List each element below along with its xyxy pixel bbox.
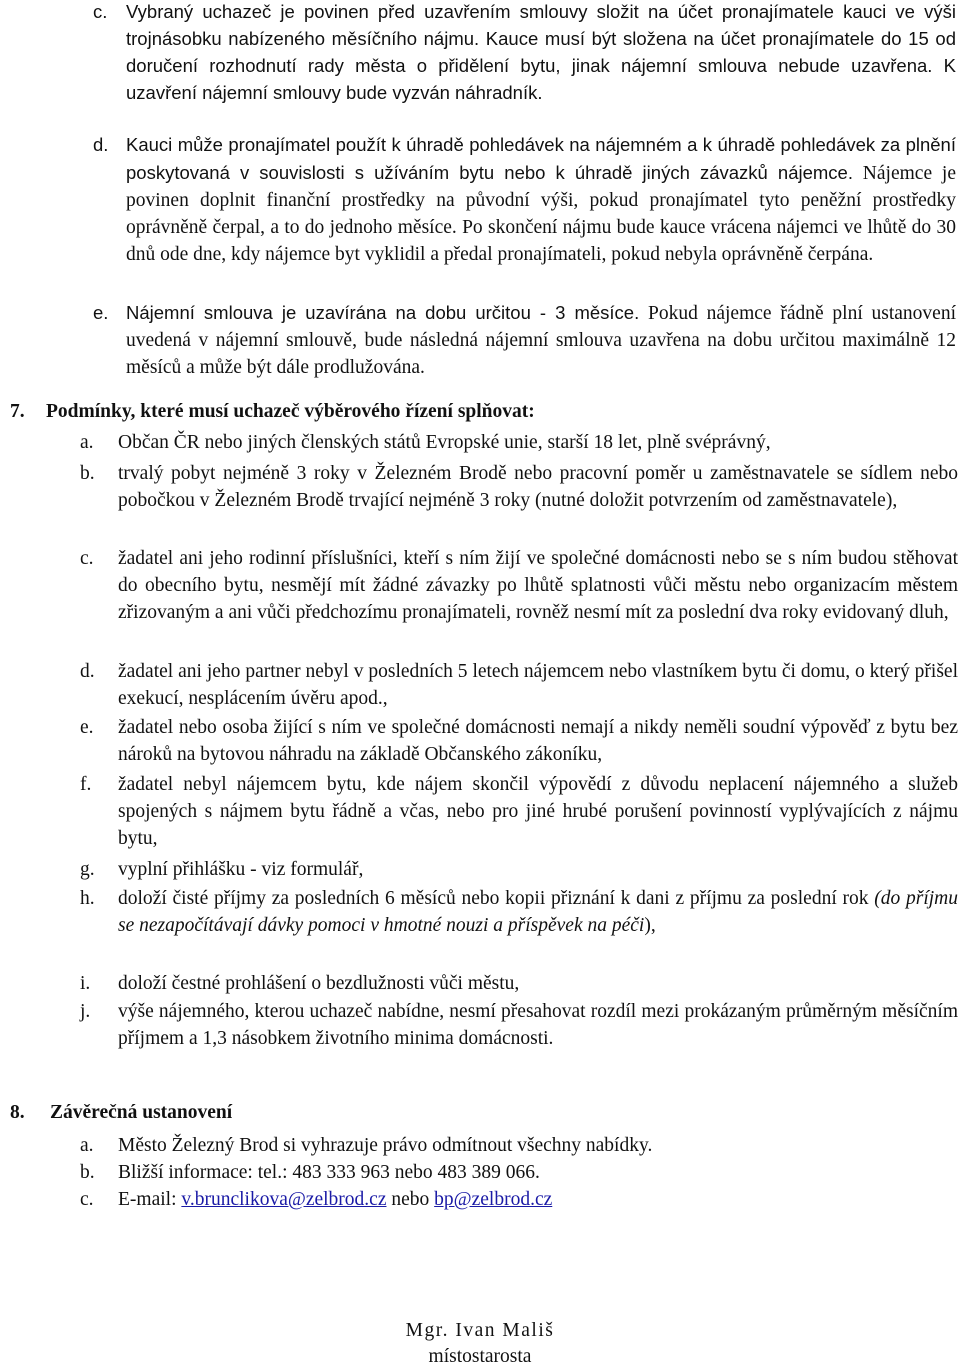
item-text: žadatel nebyl nájemcem bytu, kde nájem skončil výpovědí z důvodu neplacení nájemného a služeb spojených s nájmem bytu řádně a včas, nebo pro jiné hrubé porušení povinností vyplývajících z nájmu bytu, bbox=[118, 774, 958, 849]
item-marker: e. bbox=[93, 302, 109, 323]
item-text: žadatel nebo osoba žijící s ním ve společné domácnosti nemají a nikdy neměli soudní výpověď z bytu bez nároků na bytovou náhradu na základě Občanského zákoníku, bbox=[118, 717, 958, 765]
email-link-bp[interactable]: bp@zelbrod.cz bbox=[434, 1189, 553, 1210]
section-7-number: 7. bbox=[10, 401, 25, 422]
item-text bbox=[118, 1186, 958, 1213]
item-text-main: doloží čisté příjmy za posledních 6 měsíců nebo kopii přiznání k dani z příjmu za poslední rok bbox=[118, 888, 875, 909]
item-marker: j. bbox=[80, 1001, 91, 1022]
item-marker: b. bbox=[80, 463, 95, 484]
item-text: vyplní přihlášku - viz formulář, bbox=[118, 859, 364, 880]
item-text-italic: (do příjmu se nezapočítávají dávky pomoci v hmotné nouzi a příspěvek na péči bbox=[118, 888, 958, 936]
item-marker: d. bbox=[80, 661, 95, 682]
item-marker: c. bbox=[80, 1189, 94, 1210]
item-text: Bližší informace: tel.: 483 333 963 nebo 483 389 066. bbox=[118, 1162, 540, 1183]
section-8-number: 8. bbox=[10, 1102, 25, 1123]
item-marker: h. bbox=[80, 888, 95, 909]
item-marker: e. bbox=[80, 717, 94, 738]
item-text: výše nájemného, kterou uchazeč nabídne, nesmí přesahovat rozdíl mezi prokázaným průměrným měsíčním příjmem a 1,3 násobkem životního minima domácnosti. bbox=[118, 1001, 958, 1049]
email-link-brunclikova[interactable]: v.brunclikova@zelbrod.cz bbox=[181, 1189, 387, 1210]
item-text: trvalý pobyt nejméně 3 roky v Železném Brodě nebo pracovní poměr u zaměstnavatele se sídlem nebo pobočkou v Železném Brodě trvající nejméně 3 roky (nutné doložit potvrzením od zaměstnavatele), bbox=[118, 463, 958, 511]
section-8-title: Závěrečná ustanovení bbox=[50, 1102, 233, 1123]
item-text bbox=[126, 131, 956, 268]
item-text: žadatel ani jeho rodinní příslušníci, kteří s ním žijí ve společné domácnosti nebo se s ním budou stěhovat do obecního bytu, nesmějí mít žádné závazky po lhůtě splatnosti vůči městu nebo organizacím městem zřizovaným a ani vůči předchozímu pronajímateli, rovněž nesmí mít za poslední dva roky evidovaný dluh, bbox=[118, 548, 958, 623]
item-marker: d. bbox=[93, 134, 109, 155]
item-text: doloží čestné prohlášení o bezdlužnosti vůči městu, bbox=[118, 973, 520, 994]
item-marker: c. bbox=[80, 548, 94, 569]
item-text: Vybraný uchazeč je povinen před uzavřením smlouvy složit na účet pronajímatele kauci ve výši trojnásobku nabízeného měsíčního nájmu. Kauce musí být složena na účet pronajímatele do 15 od doručení rozhodnutí rady města o přidělení bytu, jinak nájemní smlouva nebude uzavřena. K uzavření nájemní smlouvy bude vyzván náhradník. bbox=[126, 1, 956, 103]
item-text-tail: ), bbox=[644, 915, 656, 936]
signature-role: místostarosta bbox=[428, 1346, 532, 1367]
item-text-serif: Pokud nájemce řádně plní ustanovení uvedená v nájemní smlouvě, bude následná nájemní smlouva uzavřena na dobu určitou maximálně 12 měsíců a může být dále prodlužována. bbox=[126, 303, 956, 378]
section-7-title: Podmínky, které musí uchazeč výběrového řízení splňovat: bbox=[46, 401, 535, 422]
item-marker: a. bbox=[80, 1135, 94, 1156]
item-marker: c. bbox=[93, 1, 108, 22]
item-text bbox=[126, 299, 956, 381]
item-marker: f. bbox=[80, 774, 92, 795]
item-text-sans: Nájemní smlouva je uzavírána na dobu určitou - 3 měsíce. bbox=[126, 302, 640, 323]
email-prefix: E-mail: bbox=[118, 1189, 182, 1210]
email-separator: nebo bbox=[386, 1189, 435, 1210]
item-text-serif: Nájemce je povinen doplnit finanční prostředky na původní výši, pokud pronajímatel tyto peněžní prostředky oprávněně čerpal, a to do jednoho měsíce. Po skončení nájmu bude kauce vrácena nájemci ve lhůtě do 30 dnů ode dne, kdy nájemce byt vyklidil a předal pronajímateli, pokud nebyla oprávněně čerpána. bbox=[126, 163, 956, 265]
item-text: Občan ČR nebo jiných členských států Evropské unie, starší 18 let, plně svéprávný, bbox=[118, 432, 771, 453]
item-text: Město Železný Brod si vyhrazuje právo odmítnout všechny nabídky. bbox=[118, 1135, 653, 1156]
item-marker: a. bbox=[80, 432, 94, 453]
signature-name: Mgr. Ivan Mališ bbox=[405, 1320, 555, 1341]
item-marker: b. bbox=[80, 1162, 95, 1183]
item-marker: g. bbox=[80, 859, 95, 880]
item-text-sans: Kauci může pronajímatel použít k úhradě pohledávek na nájemném a k úhradě pohledávek za plnění poskytovaná v souvislosti s užíváním bytu nebo k úhradě jiných závazků nájemce. bbox=[126, 134, 956, 183]
item-text bbox=[118, 885, 958, 939]
item-text: žadatel ani jeho partner nebyl v posledních 5 letech nájemcem nebo vlastníkem bytu či domu, o který přišel exekucí, nesplácením úvěru apod., bbox=[118, 661, 958, 709]
item-marker: i. bbox=[80, 973, 91, 994]
